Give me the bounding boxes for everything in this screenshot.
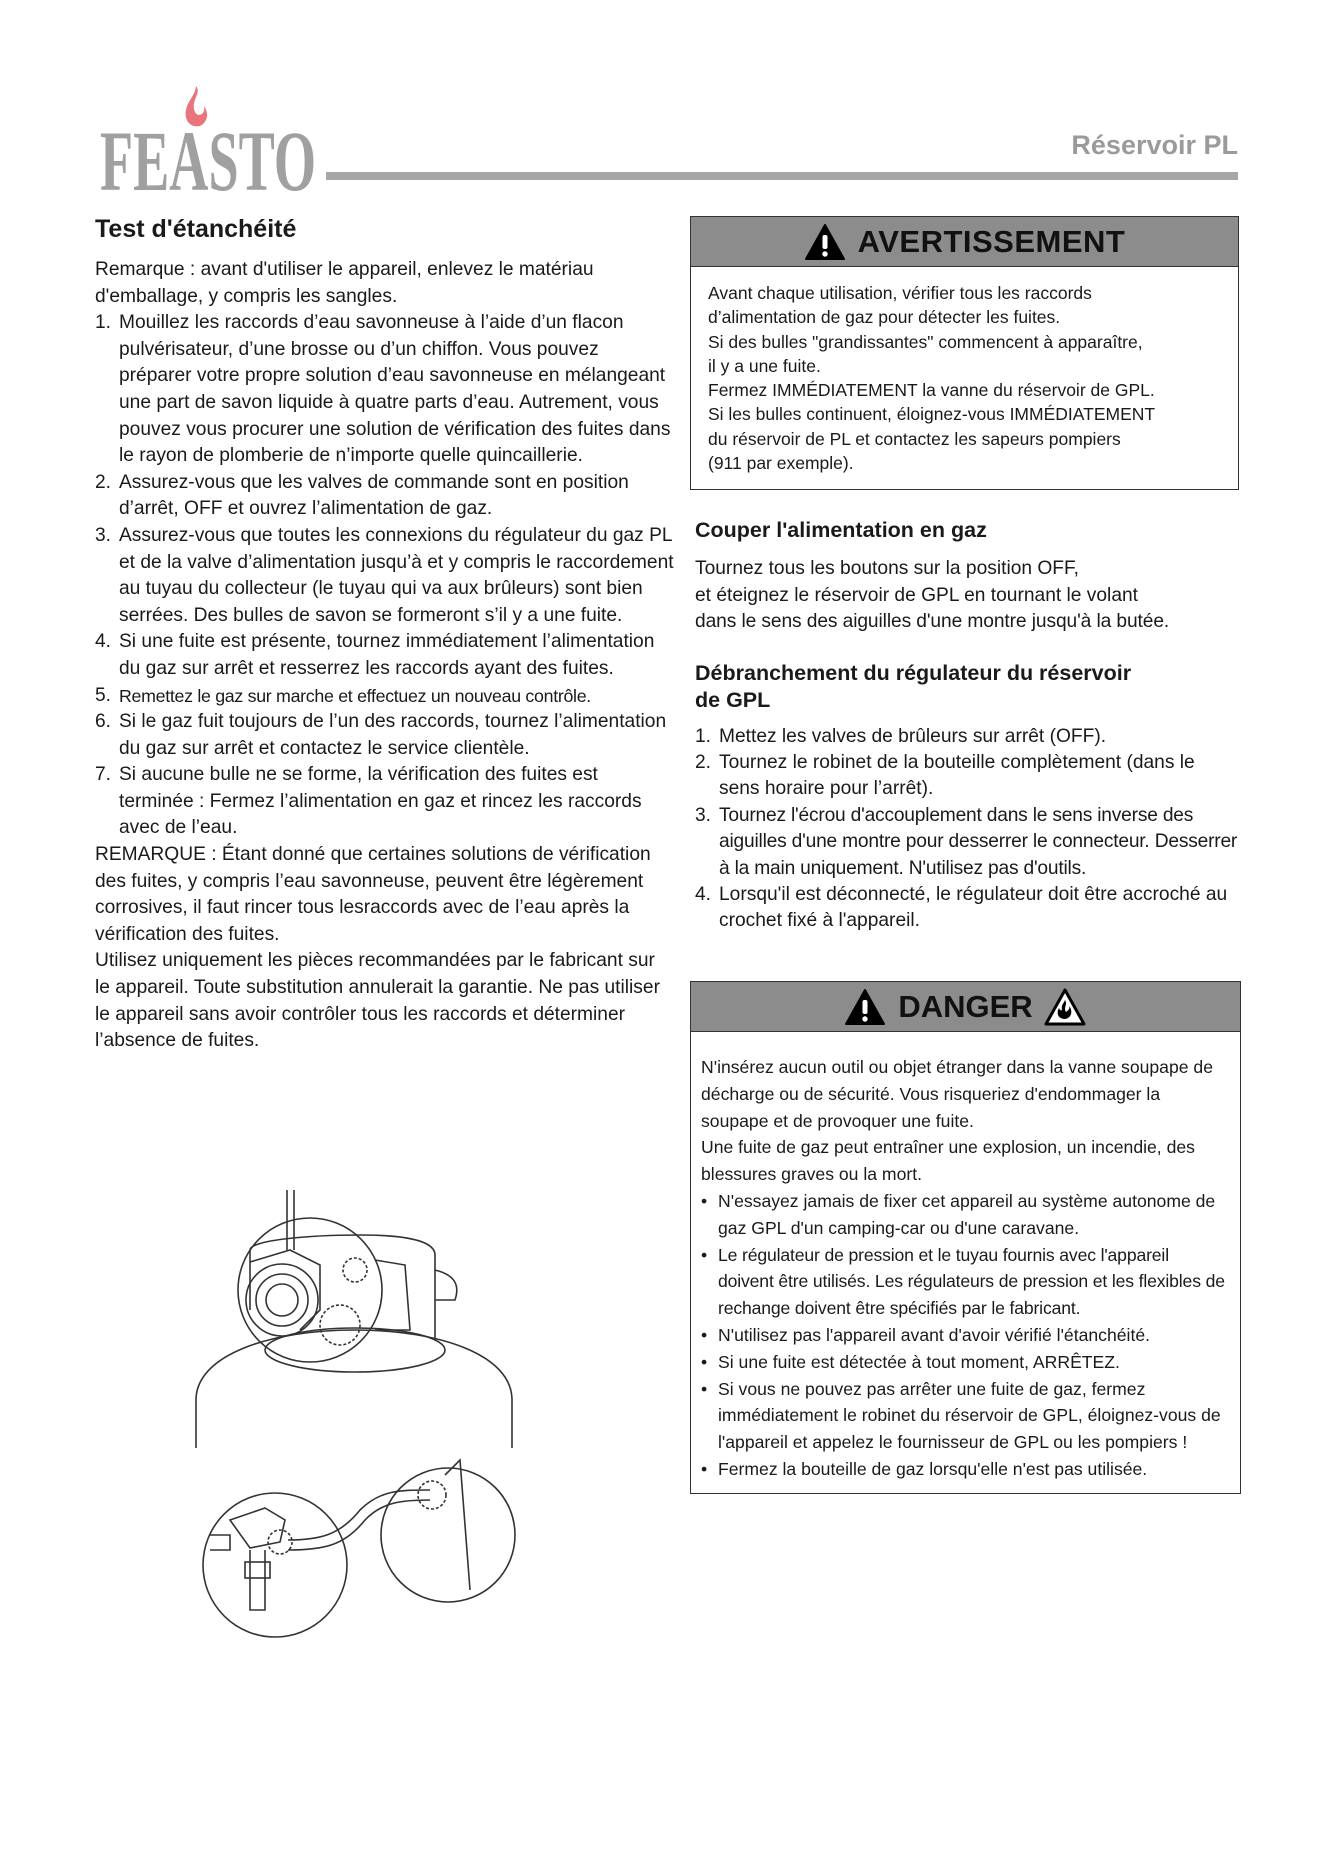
list-item: 1. Mouillez les raccords d’eau savonneuse à l’aide d’un flacon pulvérisateur, d’une brosse ou d’un chiffon. Vous pouvez préparer votre propre solution d’eau savonneuse en mélangeant une part de savon liquide à quatre parts d’eau. Autrement, vous pouvez vous procurer une solution de vérification des fuites dans le rayon de plomberie de n’importe quelle quincaillerie.: [95, 312, 671, 467]
leak-test-section: [95, 214, 675, 1055]
warning-header: [691, 217, 1238, 267]
warning-triangle-icon: [804, 223, 846, 261]
warning-label: AVERTISSEMENT: [857, 223, 1126, 259]
list-item: • Si une fuite est détectée à tout moment, ARRÊTEZ.: [701, 1351, 1120, 1372]
disconnect-section: [690, 660, 1239, 935]
list-item: 4. Si une fuite est présente, tournez immédiatement l’alimentation du gaz sur arrêt et resserrez les raccords ayant des fuites.: [95, 631, 655, 679]
list-item: 3. Assurez-vous que toutes les connexions du régulateur du gaz PL et de la valve d’alimentation jusqu’à et y compris le raccordement au tuyau du collecteur (le tuyau qui va aux brûleurs) sont bien serrées. Des bulles de savon se formeront s’il y a une fuite.: [95, 524, 674, 626]
shutoff-title: Couper l'alimentation en gaz: [695, 518, 987, 543]
danger-box: [690, 981, 1241, 1494]
warning-line: il y a une fuite.: [708, 355, 821, 376]
leak-test-closing: Utilisez uniquement les pièces recommandées par le fabricant sur le appareil. Toute substitution annulerait la garantie. Ne pas utiliser le appareil sans avoir contrôler tous les raccords et déterminer l’absence de fuites.: [95, 950, 660, 1052]
list-item: • Si vous ne pouvez pas arrêter une fuite de gaz, fermez immédiatement le robinet du réservoir de GPL, éloignez-vous de l'appareil et appelez le fournisseur de GPL ou les pompiers !: [701, 1378, 1221, 1453]
shutoff-section: [690, 517, 1239, 635]
list-item: 2. Tournez le robinet de la bouteille complètement (dans le sens horaire pour l’arrêt).: [695, 752, 1195, 800]
leak-test-intro: Remarque : avant d'utiliser le appareil, enlevez le matériau d'emballage, y compris les sangles.: [95, 259, 594, 307]
danger-bullets: [701, 1188, 1226, 1483]
leak-test-title: Test d'étanchéité: [95, 215, 297, 243]
list-item: • Le régulateur de pression et le tuyau fournis avec l'appareil doivent être utilisés. Les régulateurs de pression et les flexibles de rechange doivent être spécifiés par le fabricant.: [701, 1244, 1225, 1319]
list-item: 1. Mettez les valves de brûleurs sur arrêt (OFF).: [695, 725, 1107, 747]
danger-header: [691, 982, 1240, 1032]
danger-label: DANGER: [898, 988, 1033, 1024]
leak-test-steps: [95, 310, 675, 842]
shutoff-line: et éteignez le réservoir de GPL en tournant le volant: [695, 584, 1138, 606]
warning-line: Fermez IMMÉDIATEMENT la vanne du réservoir de GPL.: [708, 380, 1155, 401]
warning-line: Avant chaque utilisation, vérifier tous les raccords: [708, 283, 1092, 303]
brand-logo: [98, 78, 320, 209]
warning-line: du réservoir de PL et contactez les sapeurs pompiers: [708, 428, 1121, 449]
list-item: 3. Tournez l'écrou d'accouplement dans le sens inverse des aiguilles d'une montre pour desserrer le connecteur. Desserrer à la main uniquement. N'utilisez pas d'outils.: [695, 804, 1238, 879]
warning-line: (911 par exemple).: [708, 453, 854, 474]
warning-box: [690, 216, 1239, 490]
list-item: 4. Lorsqu'il est déconnecté, le régulateur doit être accroché au crochet fixé à l'appareil.: [695, 884, 1228, 932]
right-column: [690, 216, 1239, 935]
list-item: 5. Remettez le gaz sur marche et effectuez un nouveau contrôle.: [95, 684, 591, 706]
warning-line: Si les bulles continuent, éloignez-vous IMMÉDIATEMENT: [708, 404, 1156, 425]
danger-para: N'insérez aucun outil ou objet étranger dans la vanne soupape de décharge ou de sécurité. Vous risqueriez d'endommager la soupape et de provoquer une fuite.: [701, 1057, 1213, 1131]
logo-graphic: [98, 78, 320, 209]
danger-body: [691, 1032, 1240, 1493]
warning-line: Si des bulles "grandissantes" commencent à apparaître,: [708, 331, 1143, 352]
leak-test-note: REMARQUE : Étant donné que certaines solutions de vérification des fuites, y compris l’eau savonneuse, peuvent être légèrement corrosives, il faut rincer tous lesraccords avec de l’eau après la vérification des fuites.: [95, 844, 651, 945]
list-item: 7. Si aucune bulle ne se forme, la vérification des fuites est terminée : Fermez l’alimentation en gaz et rincez les raccords avec de l’eau.: [95, 764, 642, 839]
warning-body: [691, 267, 1238, 489]
warning-line: d’alimentation de gaz pour détecter les fuites.: [708, 307, 1061, 328]
tank-regulator-illustration: [190, 1190, 520, 1650]
danger-para: Une fuite de gaz peut entraîner une explosion, un incendie, des blessures graves ou la mort.: [701, 1137, 1195, 1185]
disconnect-title: Débranchement du régulateur du réservoir de GPL: [695, 660, 1132, 712]
shutoff-line: dans le sens des aiguilles d'une montre jusqu'à la butée.: [695, 611, 1170, 633]
warning-triangle-icon: [844, 988, 886, 1026]
header-rule: [326, 172, 1238, 180]
fire-hazard-icon: [1043, 987, 1087, 1027]
disconnect-steps: [695, 724, 1239, 935]
list-item: 6. Si le gaz fuit toujours de l’un des raccords, tournez l’alimentation du gaz sur arrêt et contactez le service clientèle.: [95, 711, 667, 759]
header-title: Réservoir PL: [1071, 130, 1238, 160]
list-item: • N'essayez jamais de fixer cet appareil au système autonome de gaz GPL d'un camping-car ou d'une caravane.: [701, 1190, 1216, 1238]
list-item: • N'utilisez pas l'appareil avant d'avoir vérifié l'étanchéité.: [701, 1324, 1151, 1345]
list-item: • Fermez la bouteille de gaz lorsqu'elle n'est pas utilisée.: [701, 1458, 1148, 1479]
tank-illustration-graphic: [190, 1190, 520, 1650]
list-item: 2. Assurez-vous que les valves de commande sont en position d’arrêt, OFF et ouvrez l’alimentation de gaz.: [95, 471, 629, 520]
shutoff-line: Tournez tous les boutons sur la position OFF,: [695, 558, 1079, 580]
logo-wordmark: FEASTO: [100, 113, 316, 209]
